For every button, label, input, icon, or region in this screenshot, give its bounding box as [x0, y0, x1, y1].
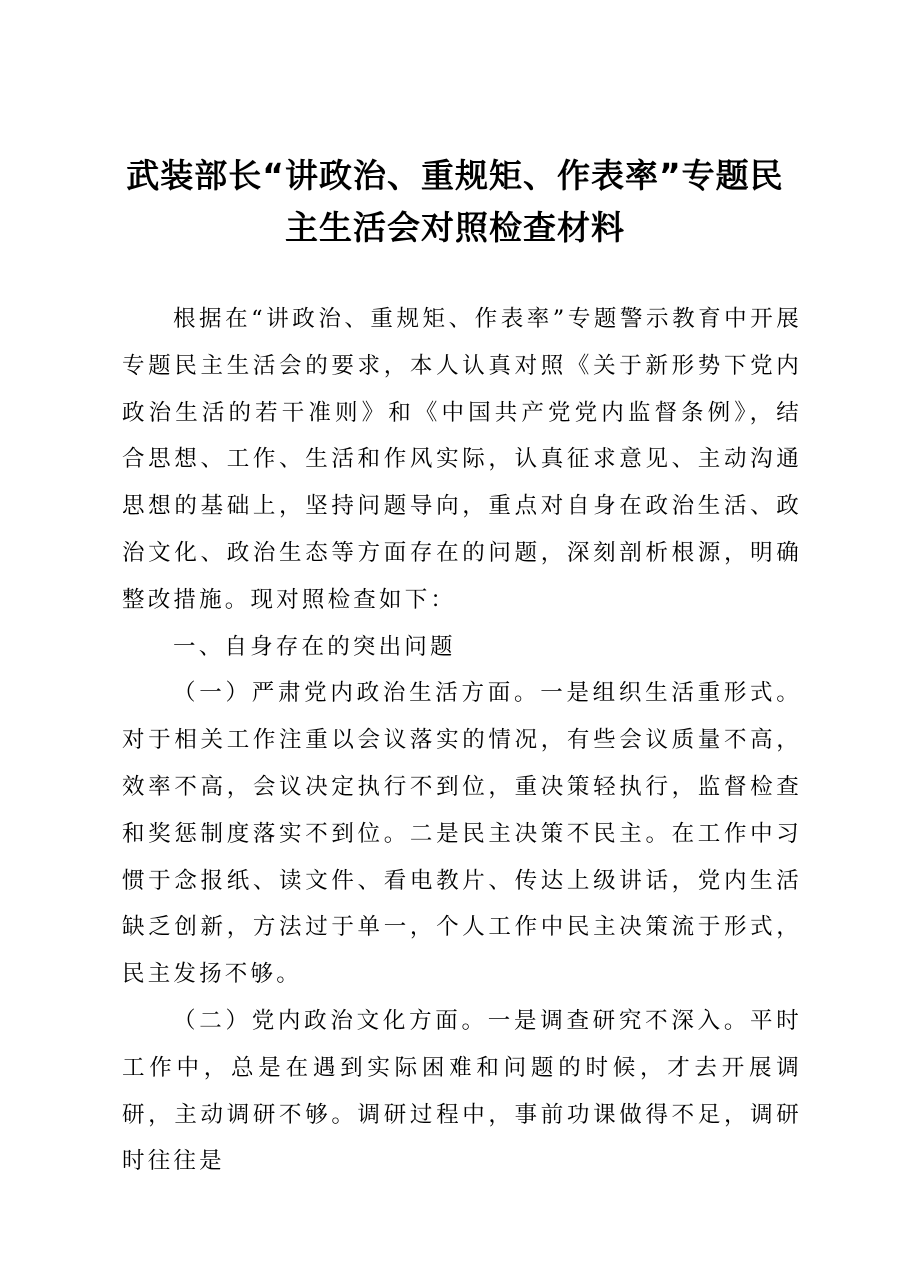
title-line-2: 主生活会对照检查材料	[285, 208, 625, 247]
document-title	[110, 150, 800, 254]
paragraph-intro: 根据在“讲政治、重规矩、作表率”专题警示教育中开展专题民主生活会的要求，本人认真对照《关于新形势下党内政治生活的若干准则》和《中国共产党党内监督条例》，结合思想、工作、生活和作风实际，认真征求意见、主动沟通思想的基础上，坚持问题导向，重点对自身在政治生活、政治文化、政治生态等方面存在的问题，深刻剖析根源，明确整改措施。现对照检查如下：	[122, 306, 802, 613]
document-body	[122, 296, 802, 1185]
paragraph-section-1-1: （一）严肃党内政治生活方面。一是组织生活重形式。对于相关工作注重以会议落实的情况，有些会议质量不高，效率不高，会议决定执行不到位，重决策轻执行，监督检查和奖惩制度落实不到位。二是民主决策不民主。在工作中习惯于念报纸、读文件、看电教片、传达上级讲话，党内生活缺乏创新，方法过于单一，个人工作中民主决策流于形式，民主发扬不够。	[122, 680, 802, 988]
paragraph-section-1-2: （二）党内政治文化方面。一是调查研究不深入。平时工作中，总是在遇到实际困难和问题的时候，才去开展调研，主动调研不够。调研过程中，事前功课做得不足，调研时往往是	[122, 1007, 802, 1175]
section-heading-1: 一、自身存在的突出问题	[173, 633, 456, 660]
title-line-1: 武装部长“讲政治、重规矩、作表率”专题民	[126, 156, 784, 195]
